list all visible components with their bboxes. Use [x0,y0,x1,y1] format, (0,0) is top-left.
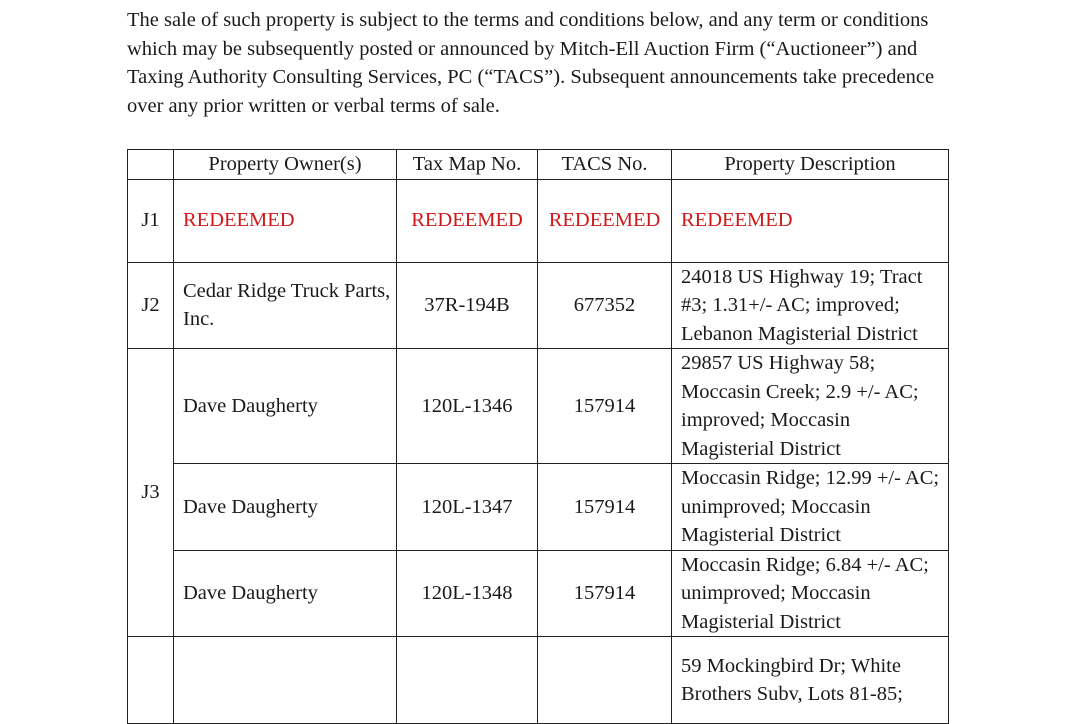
description-cell: 59 Mockingbird Dr; White Brothers Subv, Lots 81-85; [672,637,949,724]
property-table [127,149,949,724]
description-cell: Moccasin Ridge; 6.84 +/- AC; unimproved; Moccasin Magisterial District [672,550,949,637]
tax-map-cell: REDEEMED [397,179,538,262]
owner-cell: Dave Daugherty [174,349,397,464]
description-cell: 29857 US Highway 58; Moccasin Creek; 2.9 +/- AC; improved; Moccasin Magisterial District [672,349,949,464]
owner-cell: Dave Daugherty [174,464,397,551]
table-row [128,550,949,637]
description-cell: REDEEMED [672,179,949,262]
header-tacs: TACS No. [538,150,672,180]
header-description: Property Description [672,150,949,180]
row-id: J1 [128,179,174,262]
tacs-cell [538,637,672,724]
owner-cell: Cedar Ridge Truck Parts, Inc. [174,262,397,349]
row-id [128,637,174,724]
header-tax-map: Tax Map No. [397,150,538,180]
tacs-cell: 677352 [538,262,672,349]
table-row [128,637,949,724]
tax-map-cell: 120L-1346 [397,349,538,464]
description-cell: Moccasin Ridge; 12.99 +/- AC; unimproved; Moccasin Magisterial District [672,464,949,551]
owner-cell: REDEEMED [174,179,397,262]
tacs-cell: 157914 [538,550,672,637]
tax-map-cell: 120L-1347 [397,464,538,551]
header-id [128,150,174,180]
tacs-cell: REDEEMED [538,179,672,262]
tax-map-cell: 37R-194B [397,262,538,349]
tax-map-cell: 120L-1348 [397,550,538,637]
intro-paragraph: The sale of such property is subject to the terms and conditions below, and any term or conditions which may be subsequently posted or announced by Mitch-Ell Auction Firm (“Auctioneer”) and Taxing Authority Consulting Services, PC (“TACS”). Subsequent announcements take precedence over any prior written or verbal terms of sale. [127,9,935,117]
description-cell: 24018 US Highway 19; Tract #3; 1.31+/- AC; improved; Lebanon Magisterial District [672,262,949,349]
row-id: J3 [128,349,174,637]
owner-cell: Dave Daugherty [174,550,397,637]
table-row [128,262,949,349]
owner-cell [174,637,397,724]
tacs-cell: 157914 [538,464,672,551]
tacs-cell: 157914 [538,349,672,464]
table-row [128,464,949,551]
table-row [128,349,949,464]
table-header-row [128,150,949,180]
header-owner: Property Owner(s) [174,150,397,180]
row-id: J2 [128,262,174,349]
tax-map-cell [397,637,538,724]
table-row [128,179,949,262]
